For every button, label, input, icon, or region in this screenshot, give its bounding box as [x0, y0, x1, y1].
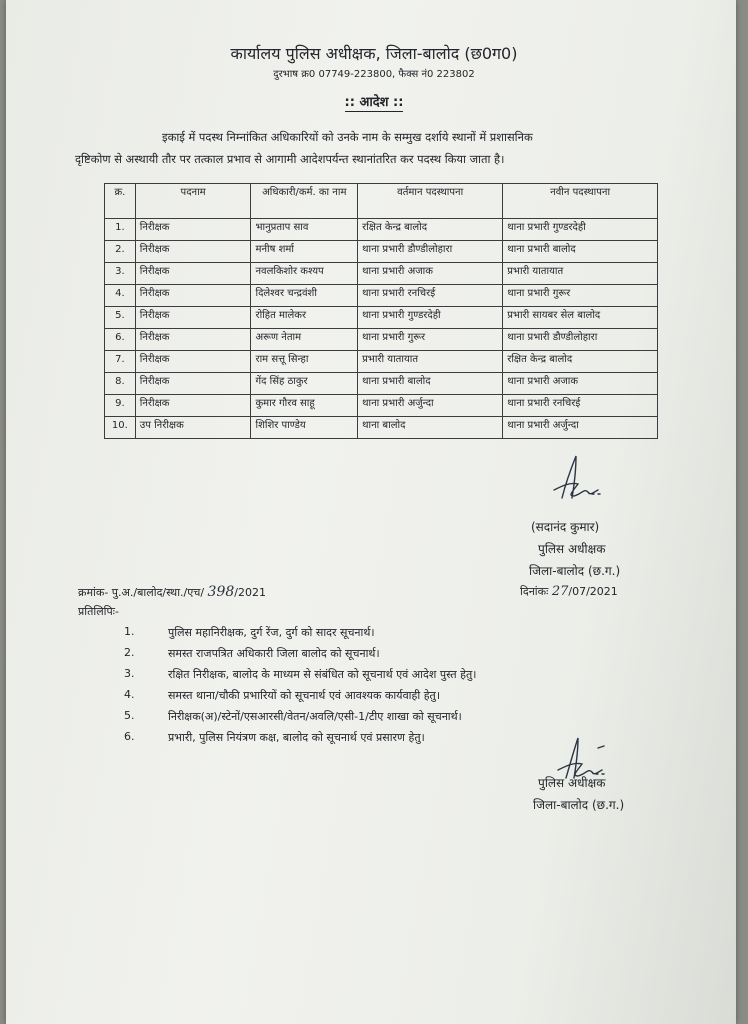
order-heading-text: :: आदेश ::	[344, 95, 404, 110]
cell-serial: 4.	[105, 285, 136, 307]
cell-new-posting: थाना प्रभारी गुरूर	[503, 285, 658, 307]
cell-officer-name: मनीष शर्मा	[251, 241, 358, 263]
cell-officer-name: अरूण नेताम	[251, 329, 358, 351]
cell-officer-name: रोहित मालेकर	[251, 307, 358, 329]
signatory-role: पुलिस अधीक्षक	[538, 542, 606, 556]
table-row	[105, 417, 658, 439]
cell-serial: 8.	[105, 373, 136, 395]
cell-designation: उप निरीक्षक	[135, 417, 251, 439]
cell-current-posting: थाना प्रभारी बालोद	[358, 373, 503, 395]
cell-officer-name: राम सत्तू सिन्हा	[251, 351, 358, 373]
table-row	[105, 329, 658, 351]
cell-new-posting: रक्षित केन्द्र बालोद	[503, 351, 658, 373]
table-header-row	[105, 184, 658, 219]
distribution-text: समस्त राजपत्रित अधिकारी जिला बालोद को सूचनार्थ।	[168, 647, 380, 660]
cell-current-posting: रक्षित केन्द्र बालोद	[358, 219, 503, 241]
distribution-text: प्रभारी, पुलिस नियंत्रण कक्ष, बालोद को सूचनार्थ एवं प्रसारण हेतु।	[168, 731, 425, 744]
office-title: कार्यालय पुलिस अधीक्षक, जिला-बालोद (छ0ग0)	[230, 44, 518, 63]
signatory-2-district: जिला-बालोद (छ.ग.)	[533, 798, 625, 812]
date-month-year: /07/2021	[568, 585, 618, 598]
cell-designation: निरीक्षक	[135, 285, 251, 307]
cell-current-posting: थाना प्रभारी डौण्डीलोहारा	[358, 241, 503, 263]
table-row	[105, 351, 658, 373]
cell-current-posting: थाना प्रभारी अर्जुन्दा	[358, 395, 503, 417]
table-row	[105, 219, 658, 241]
cell-new-posting: थाना प्रभारी अजाक	[503, 373, 658, 395]
table-row	[105, 241, 658, 263]
cell-new-posting: थाना प्रभारी गुण्डरदेही	[503, 219, 658, 241]
header-current-posting: वर्तमान पदस्थापना	[358, 184, 503, 219]
cell-new-posting: थाना प्रभारी डौण्डीलोहारा	[503, 329, 658, 351]
cell-serial: 3.	[105, 263, 136, 285]
cell-current-posting: थाना प्रभारी अजाक	[358, 263, 503, 285]
cell-officer-name: दिलेश्वर चन्द्रवंशी	[251, 285, 358, 307]
cell-officer-name: शिशिर पाण्डेय	[251, 417, 358, 439]
table-row	[105, 307, 658, 329]
cell-serial: 2.	[105, 241, 136, 263]
cell-designation: निरीक्षक	[135, 395, 251, 417]
cell-designation: निरीक्षक	[135, 373, 251, 395]
header-new-posting: नवीन पदस्थापना	[503, 184, 658, 219]
distribution-text: पुलिस महानिरीक्षक, दुर्ग रेंज, दुर्ग को सादर सूचनार्थ।	[168, 626, 375, 639]
table-row	[105, 395, 658, 417]
cell-designation: निरीक्षक	[135, 241, 251, 263]
signatory-2-role: पुलिस अधीक्षक	[538, 776, 606, 790]
cell-serial: 9.	[105, 395, 136, 417]
distribution-text: रक्षित निरीक्षक, बालोद के माध्यम से संबंधित को सूचनार्थ एवं आदेश पुस्त हेतु।	[168, 668, 477, 681]
transfer-table	[104, 183, 658, 439]
cell-designation: निरीक्षक	[135, 307, 251, 329]
signatory-district: जिला-बालोद (छ.ग.)	[529, 564, 621, 578]
date-label: दिनांकः	[520, 585, 549, 598]
cell-new-posting: प्रभारी यातायात	[503, 263, 658, 285]
cell-current-posting: थाना प्रभारी गुरूर	[358, 329, 503, 351]
intro-line-2: दृष्टिकोण से अस्थायी तौर पर तत्काल प्रभाव से आगामी आदेशपर्यन्त स्थानांतरित कर पदस्थ किया जाता है।	[75, 152, 505, 166]
cell-new-posting: थाना प्रभारी बालोद	[503, 241, 658, 263]
intro-line-1: इकाई में पदस्थ निम्नांकित अधिकारियों को उनके नाम के सम्मुख दर्शाये स्थानों में प्रशासनिक	[162, 130, 533, 144]
reference-prefix: क्रमांक- पु.अ./बालोद/स्था./एच/	[78, 586, 205, 599]
distribution-number: 5.	[124, 709, 135, 722]
cell-new-posting: प्रभारी सायबर सेल बालोद	[503, 307, 658, 329]
cell-current-posting: प्रभारी यातायात	[358, 351, 503, 373]
distribution-number: 2.	[124, 646, 135, 659]
distribution-text: निरीक्षक(अ)/स्टेनों/एसआरसी/वेतन/अवलि/एसी-1/टीए शाखा को सूचनार्थ।	[168, 710, 462, 723]
cell-new-posting: थाना प्रभारी अर्जुन्दा	[503, 417, 658, 439]
cell-current-posting: थाना प्रभारी गुण्डरदेही	[358, 307, 503, 329]
distribution-number: 1.	[124, 625, 135, 638]
distribution-number: 4.	[124, 688, 135, 701]
cell-new-posting: थाना प्रभारी रनचिरई	[503, 395, 658, 417]
reference-number	[78, 584, 266, 600]
cell-officer-name: नवलकिशोर कश्यप	[251, 263, 358, 285]
date-handwritten-day: 27	[551, 584, 569, 599]
cell-designation: निरीक्षक	[135, 263, 251, 285]
cell-serial: 5.	[105, 307, 136, 329]
cell-designation: निरीक्षक	[135, 351, 251, 373]
cell-officer-name: गेंद सिंह ठाकुर	[251, 373, 358, 395]
reference-year: /2021	[234, 586, 266, 599]
signatory-name: (सदानंद कुमार)	[531, 520, 600, 534]
header-serial: क्र.	[105, 184, 136, 219]
distribution-text: समस्त थाना/चौकी प्रभारियों को सूचनार्थ एवं आवश्यक कार्यवाही हेतु।	[168, 689, 440, 702]
order-date	[520, 584, 618, 599]
reference-handwritten-number: 398	[207, 584, 235, 600]
table-row	[105, 285, 658, 307]
header-officer-name: अधिकारी/कर्म. का नाम	[251, 184, 358, 219]
cell-officer-name: भानुप्रताप साव	[251, 219, 358, 241]
cell-current-posting: थाना प्रभारी रनचिरई	[358, 285, 503, 307]
cell-designation: निरीक्षक	[135, 219, 251, 241]
table-row	[105, 373, 658, 395]
header-designation: पदनाम	[135, 184, 251, 219]
cell-serial: 7.	[105, 351, 136, 373]
cell-serial: 1.	[105, 219, 136, 241]
cell-serial: 6.	[105, 329, 136, 351]
cell-officer-name: कुमार गौरव साहू	[251, 395, 358, 417]
cell-designation: निरीक्षक	[135, 329, 251, 351]
cell-current-posting: थाना बालोद	[358, 417, 503, 439]
copy-to-label: प्रतिलिपिः-	[78, 605, 119, 618]
table-row	[105, 263, 658, 285]
signature-1	[548, 452, 608, 508]
cell-serial: 10.	[105, 417, 136, 439]
distribution-number: 6.	[124, 730, 135, 743]
distribution-number: 3.	[124, 667, 135, 680]
order-heading	[0, 92, 748, 110]
office-contact: दुरभाष क्र0 07749-223800, फैक्स नं0 223802	[273, 69, 475, 80]
